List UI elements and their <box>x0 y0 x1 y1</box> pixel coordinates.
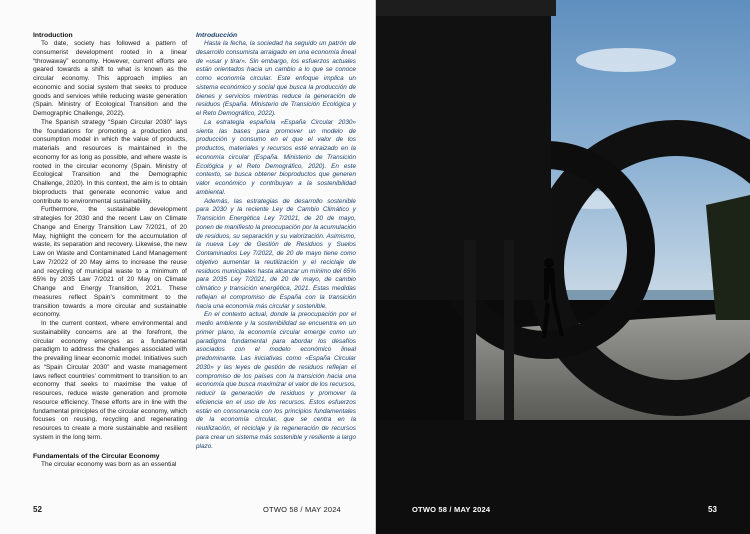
spanish-paragraph-4: En el contexto actual, donde la preocupación por el medio ambiente y la sostenibilidad se encuentra en un primer plano, la economía circular emerge como un paradigma fundamental para abordar los desafíos asociados con el modelo económico lineal predominante. Las iniciativas como «España Circular 2030» y las leyes de gestión de residuos reflejan el compromiso de los países con la transición hacia una economía que busca maximizar el valor de los recursos, reducir la generación de residuos y promover la eficiencia en el uso de los recursos. Estos esfuerzos están en consonancia con los principios fundamentales de la economía circular, que se centra en la reutilización, el reciclaje y la regeneración de recursos para crear un sistema más sostenible y resiliente a largo plazo. <box>196 311 356 450</box>
english-paragraph-4: In the current context, where environmental and sustainability concerns are at the forefront, the circular economy emerges as a fundamental paradigm to address the challenges associated with the prevailing linear economic model. Initiatives such as “Spain Circular 2030” and waste management laws reflect countries’ commitment to transition to an economy that seeks to maximise the value of resources, reduce waste generation and promote resource efficiency. These efforts are in line with the fundamental principles of the circular economy, which focuses on reusing, recycling and regenerating resources to create a more sustainable and resilient system in the long term. <box>33 320 187 441</box>
page-number-right: 53 <box>708 505 717 514</box>
page-number-left: 52 <box>33 505 42 514</box>
roof-beam <box>376 0 556 16</box>
english-paragraph-2: The Spanish strategy “Spain Circular 2030” lays the foundations for promoting a production and consumption model in which the value of products, materials and resources is maintained in the economy for as long as possible, and where waste is rooted in the circular economy (Spain. Ministry of Ecological Transition and the Demographic Challenge, 2020). In this context, the aim is to obtain bioproducts that generate economic value and contribute to environmental sustainability. <box>33 118 187 205</box>
column-post <box>504 240 514 420</box>
english-paragraph-3: Furthermore, the sustainable development strategies for 2030 and the recent Law on Climate Change and Energy Transition Law 7/2021, of 20 May, highlight the concern for the accumulation of waste, its separation and recovery. Likewise, the new Law on Waste and Contaminated Land Management Law 7/2022 of 20 May aims to increase the reuse and recycling of municipal waste to a minimum of 65% by 2035 Law 7/2021 of 20 May on Climate Change and Energy Transition, 2021. These measures reflect Spain’s commitment to the transition towards a more circular and sustainable economy. <box>33 206 187 319</box>
english-column <box>33 31 187 469</box>
cloud <box>576 48 676 72</box>
building-overhang <box>376 0 551 300</box>
spanish-column <box>196 31 356 451</box>
spanish-paragraph-2: La estrategia española «España Circular 2030» sienta las bases para promover un modelo de producción y consumo en el que el valor de los productos, materiales y recursos esté enraizado en la economía circular (España. Ministerio de Transición Ecológica y el Reto Demográfico, 2020). En este contexto, se busca obtener bioproductos que generen valor económico y contribuyan a la sostenibilidad ambiental. <box>196 118 356 196</box>
english-heading: Introduction <box>33 32 73 39</box>
english-paragraph-5: The circular economy was born as an essential <box>41 460 177 468</box>
spanish-paragraph-1: Hasta la fecha, la sociedad ha seguido un patrón de desarrollo consumista arraigado en una economía lineal de «usar y tirar». Sin embargo, los esfuerzos actuales están orientados hacia un cambio a lo que se conoce como economía circular. Este enfoque implica un sistema económico y social que busca la producción de bienes y servicios mientras reduce la generación de residuos (España. Ministerio de Transición Ecológica y el Reto Demográfico, 2022). <box>196 40 356 117</box>
spanish-paragraph-3: Además, las estrategias de desarrollo sostenible para 2030 y la reciente Ley de Cambio Climático y Transición Energética Ley 7/2021, de 20 de mayo, ponen de manifiesto la preocupación por la acumulación de residuos, su separación y su valorización. Asimismo, la nueva Ley de Gestión de Residuos y Suelos Contaminados Ley 7/2022, de 20 de mayo tiene como objetivo aumentar la reutilización y el reciclaje de residuos municipales hasta alcanzar un mínimo del 65% para 2035 Ley 7/2021, de 20 de mayo, de cambio climático y transición energética, 2021. Estas medidas reflejan el compromiso de España con la transición hacia una economía más circular y sostenible. <box>196 197 356 310</box>
spanish-heading: Introducción <box>196 32 238 39</box>
magazine-issue-right: OTWO 58 / MAY 2024 <box>412 505 491 514</box>
magazine-issue-left: OTWO 58 / MAY 2024 <box>263 505 341 514</box>
silhouette-photo <box>376 0 750 534</box>
right-page-photo <box>376 0 750 534</box>
column-post <box>464 240 476 420</box>
english-subheading: Fundamentals of the Circular Economy <box>33 452 160 460</box>
english-paragraph-1: To date, society has followed a pattern of consumerist development rooted in a linear “throwaway” economy. However, current efforts are geared towards a shift to what is known as the circular economy. This approach implies an economic and social system that seeks to produce goods and services while reducing waste generation (Spain. Ministry of Ecological Transition and the Demographic Challenge, 2022). <box>33 40 187 117</box>
foreground-shadow <box>376 420 750 534</box>
